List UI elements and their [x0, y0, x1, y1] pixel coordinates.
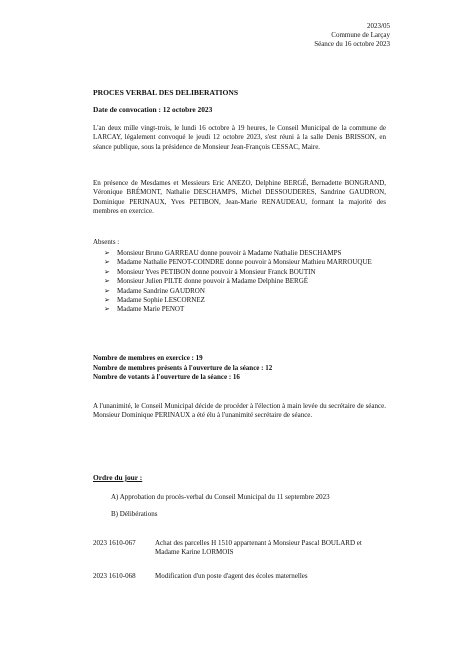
header-seance: Séance du 16 octobre 2023 [314, 40, 390, 48]
intro-paragraph: L'an deux mille vingt-trois, le lundi 16 octobre à 19 heures, le Conseil Municipal de la commune de LARCAY, légalement convoqué le jeudi 12 octobre 2023, s'est réuni à la salle Denis BRISSON, en séance publique, sous la présidence de Monsieur Jean-François CESSAC, Maire. [93, 124, 386, 151]
convocation-date: Date de convocation : 12 octobre 2023 [93, 105, 213, 114]
agenda-heading: Ordre du jour : [93, 473, 143, 482]
absents-list [104, 249, 394, 315]
member-counts [93, 354, 272, 383]
absents-heading: Absents : [93, 238, 120, 246]
deliberation-text-1: Achat des parcelles H 1510 appartenant à Monsieur Pascal BOULARD et Madame Karine LORMOIS [155, 539, 362, 557]
list-item: ➢ Monsieur Bruno GARREAU donne pouvoir à Madame Nathalie DESCHAMPS [104, 249, 342, 257]
document-header [314, 22, 390, 49]
list-item: ➢ Monsieur Yves PETIBON donne pouvoir à Monsieur Franck BOUTIN [104, 267, 316, 276]
list-item: ➢ Madame Nathalie PENOT-COINDRE donne pouvoir à Monsieur Mathieu MARROUQUE [104, 258, 372, 267]
deliberation-text-2: Modification d'un poste d'agent des écoles maternelles [155, 572, 308, 580]
list-item: ➢ Monsieur Julien PILTE donne pouvoir à Madame Delphine BERGÉ [104, 277, 309, 286]
arrow-bullet-icon: ➢ [104, 267, 110, 276]
list-item: ➢ Madame Sophie LESCORNEZ [104, 296, 205, 305]
presence-paragraph: En présence de Mesdames et Messieurs Eric ANEZO, Delphine BERGÉ, Bernadette BONGRAND, Véronique BRÉMONT, Nathalie DESCHAMPS, Michel DESSOUDERES, Sandrine GAUDRON, Dominique PERINAUX, Yves PETIBON, Jean-Marie RENAUDEAU, formant la majorité des membres en exercice. [93, 179, 386, 216]
voters-count: Nombre de votants à l'ouverture de la séance : 16 [93, 373, 240, 382]
arrow-bullet-icon: ➢ [104, 286, 110, 295]
deliberation-code-1: 2023 1610-067 [93, 539, 136, 547]
header-reference: 2023/05 [367, 22, 390, 30]
arrow-bullet-icon: ➢ [104, 305, 110, 314]
header-commune: Commune de Larçay [331, 31, 390, 39]
arrow-bullet-icon: ➢ [104, 258, 110, 267]
page-title: PROCES VERBAL DES DELIBERATIONS [93, 88, 239, 97]
secretary-paragraph: A l'unanimité, le Conseil Municipal décide de procéder à l'élection à main levée du secrétaire de séance. Monsieur Dominique PERINAUX a été élu à l'unanimité secrétaire de séance. [93, 402, 386, 420]
members-present: Nombre de membres présents à l'ouverture de la séance : 12 [93, 363, 273, 372]
agenda-item-b: B) Délibérations [111, 510, 158, 518]
list-item: ➢ Madame Sandrine GAUDRON [104, 286, 205, 295]
arrow-bullet-icon: ➢ [104, 277, 110, 286]
deliberation-code-2: 2023 1610-068 [93, 572, 136, 580]
arrow-bullet-icon: ➢ [104, 249, 110, 257]
agenda-item-a: A) Approbation du procès-verbal du Conseil Municipal du 11 septembre 2023 [111, 493, 330, 501]
arrow-bullet-icon: ➢ [104, 296, 110, 305]
members-in-office: Nombre de membres en exercice : 19 [93, 354, 203, 362]
list-item: ➢ Madame Marie PENOT [104, 305, 185, 314]
